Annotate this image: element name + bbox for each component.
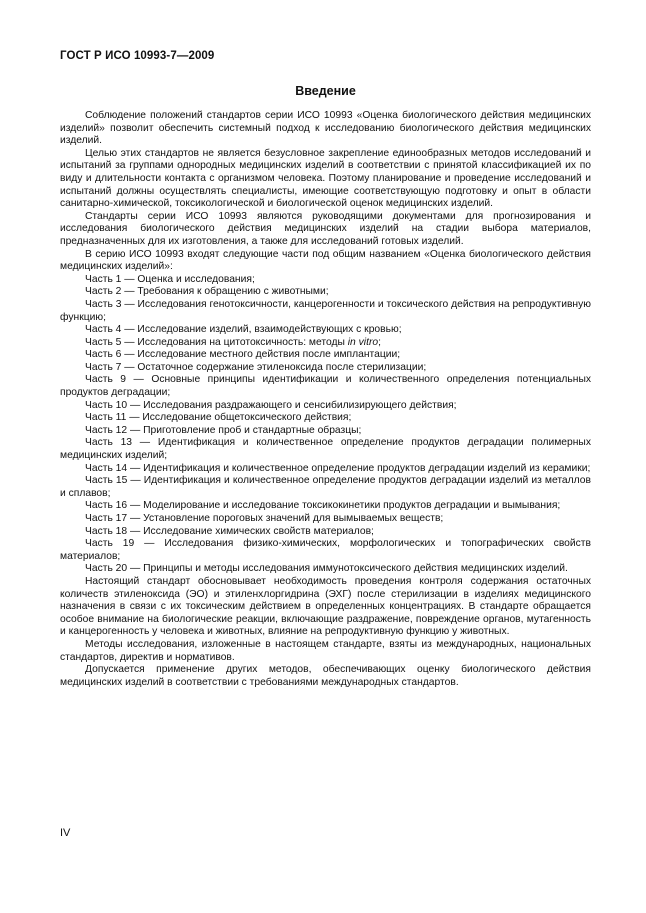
part-item: Часть 20 — Принципы и методы исследования иммунотоксического действия медицинских изделий.	[85, 563, 568, 575]
part-item: Часть 9 — Основные принципы идентификации и количественного определения потенциальных продуктов деградации;	[60, 374, 591, 399]
part-item: Часть 18 — Исследование химических свойств материалов;	[85, 525, 374, 537]
paragraph: Настоящий стандарт обосновывает необходимость проведения контроля содержания остаточных количеств этиленоксида (ЭО) и этиленхлоргидрина (ЭХГ) после стерилизации в изделиях медицинского назначения в связи с их токсическим действием в определенных концентрациях. В стандарте обращается особое внимание на биологические реакции, включающие раздражение, повреждение органов, мутагенность и канцерогенность у человека и животных, влияние на репродуктивную функцию у животных.	[60, 575, 591, 638]
paragraph: Соблюдение положений стандартов серии ИСО 10993 «Оценка биологического действия медицинских изделий» позволит обеспечить системный подход к исследованию биологического действия медицинских изделий.	[60, 110, 591, 147]
part-item: Часть 17 — Установление пороговых значений для вымываемых веществ;	[85, 513, 444, 524]
paragraph: Методы исследования, изложенные в настоящем стандарте, взяты из международных, национальных стандартов, директив и нормативов.	[60, 638, 591, 663]
part-item: Часть 1 — Оценка и исследования;	[85, 273, 255, 285]
part-item: Часть 14 — Идентификация и количественное определение продуктов деградации изделий из керамики;	[85, 462, 591, 474]
part-item: Часть 7 — Остаточное содержание этиленоксида после стерилизации;	[85, 361, 427, 373]
paragraph: Стандарты серии ИСО 10993 являются руководящими документами для прогнозирования и исследования биологического действия медицинских изделий на стадии выбора материалов, предназначенных для их изготовления, а также для исследований готовых изделий.	[60, 210, 591, 247]
part-item: Часть 2 — Требования к обращению с животными;	[85, 286, 329, 298]
part-item: Часть 10 — Исследования раздражающего и сенсибилизирующего действия;	[85, 399, 457, 411]
section-title: Введение	[295, 84, 356, 98]
part-item: Часть 4 — Исследование изделий, взаимодействующих с кровью;	[85, 324, 402, 336]
paragraph: Допускается применение других методов, обеспечивающих оценку биологического действия медицинских изделий в соответствии с требованиями международных стандартов.	[60, 664, 591, 688]
paragraph: Целью этих стандартов не является безусловное закрепление единообразных методов исследований и испытаний за группами однородных медицинских изделий в соответствии с принятой классификацией их по виду и длительности контакта с организмом человека. Поэтому планирование и проведение исследований и испытаний должны осуществлять специалисты, имеющие соответствующую подготовку и опыт в области санитарно-химической, токсикологической и биологической оценок медицинских изделий.	[60, 147, 591, 210]
paragraph: В серию ИСО 10993 входят следующие части под общим названием «Оценка биологического действия медицинских изделий»:	[60, 248, 591, 273]
part-item: Часть 19 — Исследования физико-химических, морфологических и топографических свойств материалов;	[60, 538, 591, 562]
part-item: Часть 13 — Идентификация и количественное определение продуктов деградации полимерных медицинских изделий;	[60, 437, 591, 462]
section-body	[60, 110, 591, 689]
part-item: Часть 16 — Моделирование и исследование токсикокинетики продуктов деградации и вымывания;	[85, 500, 561, 512]
document-code-header: ГОСТ Р ИСО 10993-7—2009	[60, 50, 215, 62]
page-number: IV	[60, 827, 71, 839]
part-item: Часть 15 — Идентификация и количественное определение продуктов деградации изделий из металлов и сплавов;	[60, 475, 591, 499]
part-item-5: Часть 5 — Исследования на цитотоксичность: методы in vitro;	[85, 336, 381, 348]
part-item: Часть 6 — Исследование местного действия после имплантации;	[85, 349, 401, 361]
part-item: Часть 3 — Исследования генотоксичности, канцерогенности и токсического действия на репродуктивную функцию;	[60, 298, 591, 323]
part-item: Часть 12 — Приготовление проб и стандартные образцы;	[85, 424, 362, 436]
part-item: Часть 11 — Исследование общетоксического действия;	[85, 412, 352, 424]
